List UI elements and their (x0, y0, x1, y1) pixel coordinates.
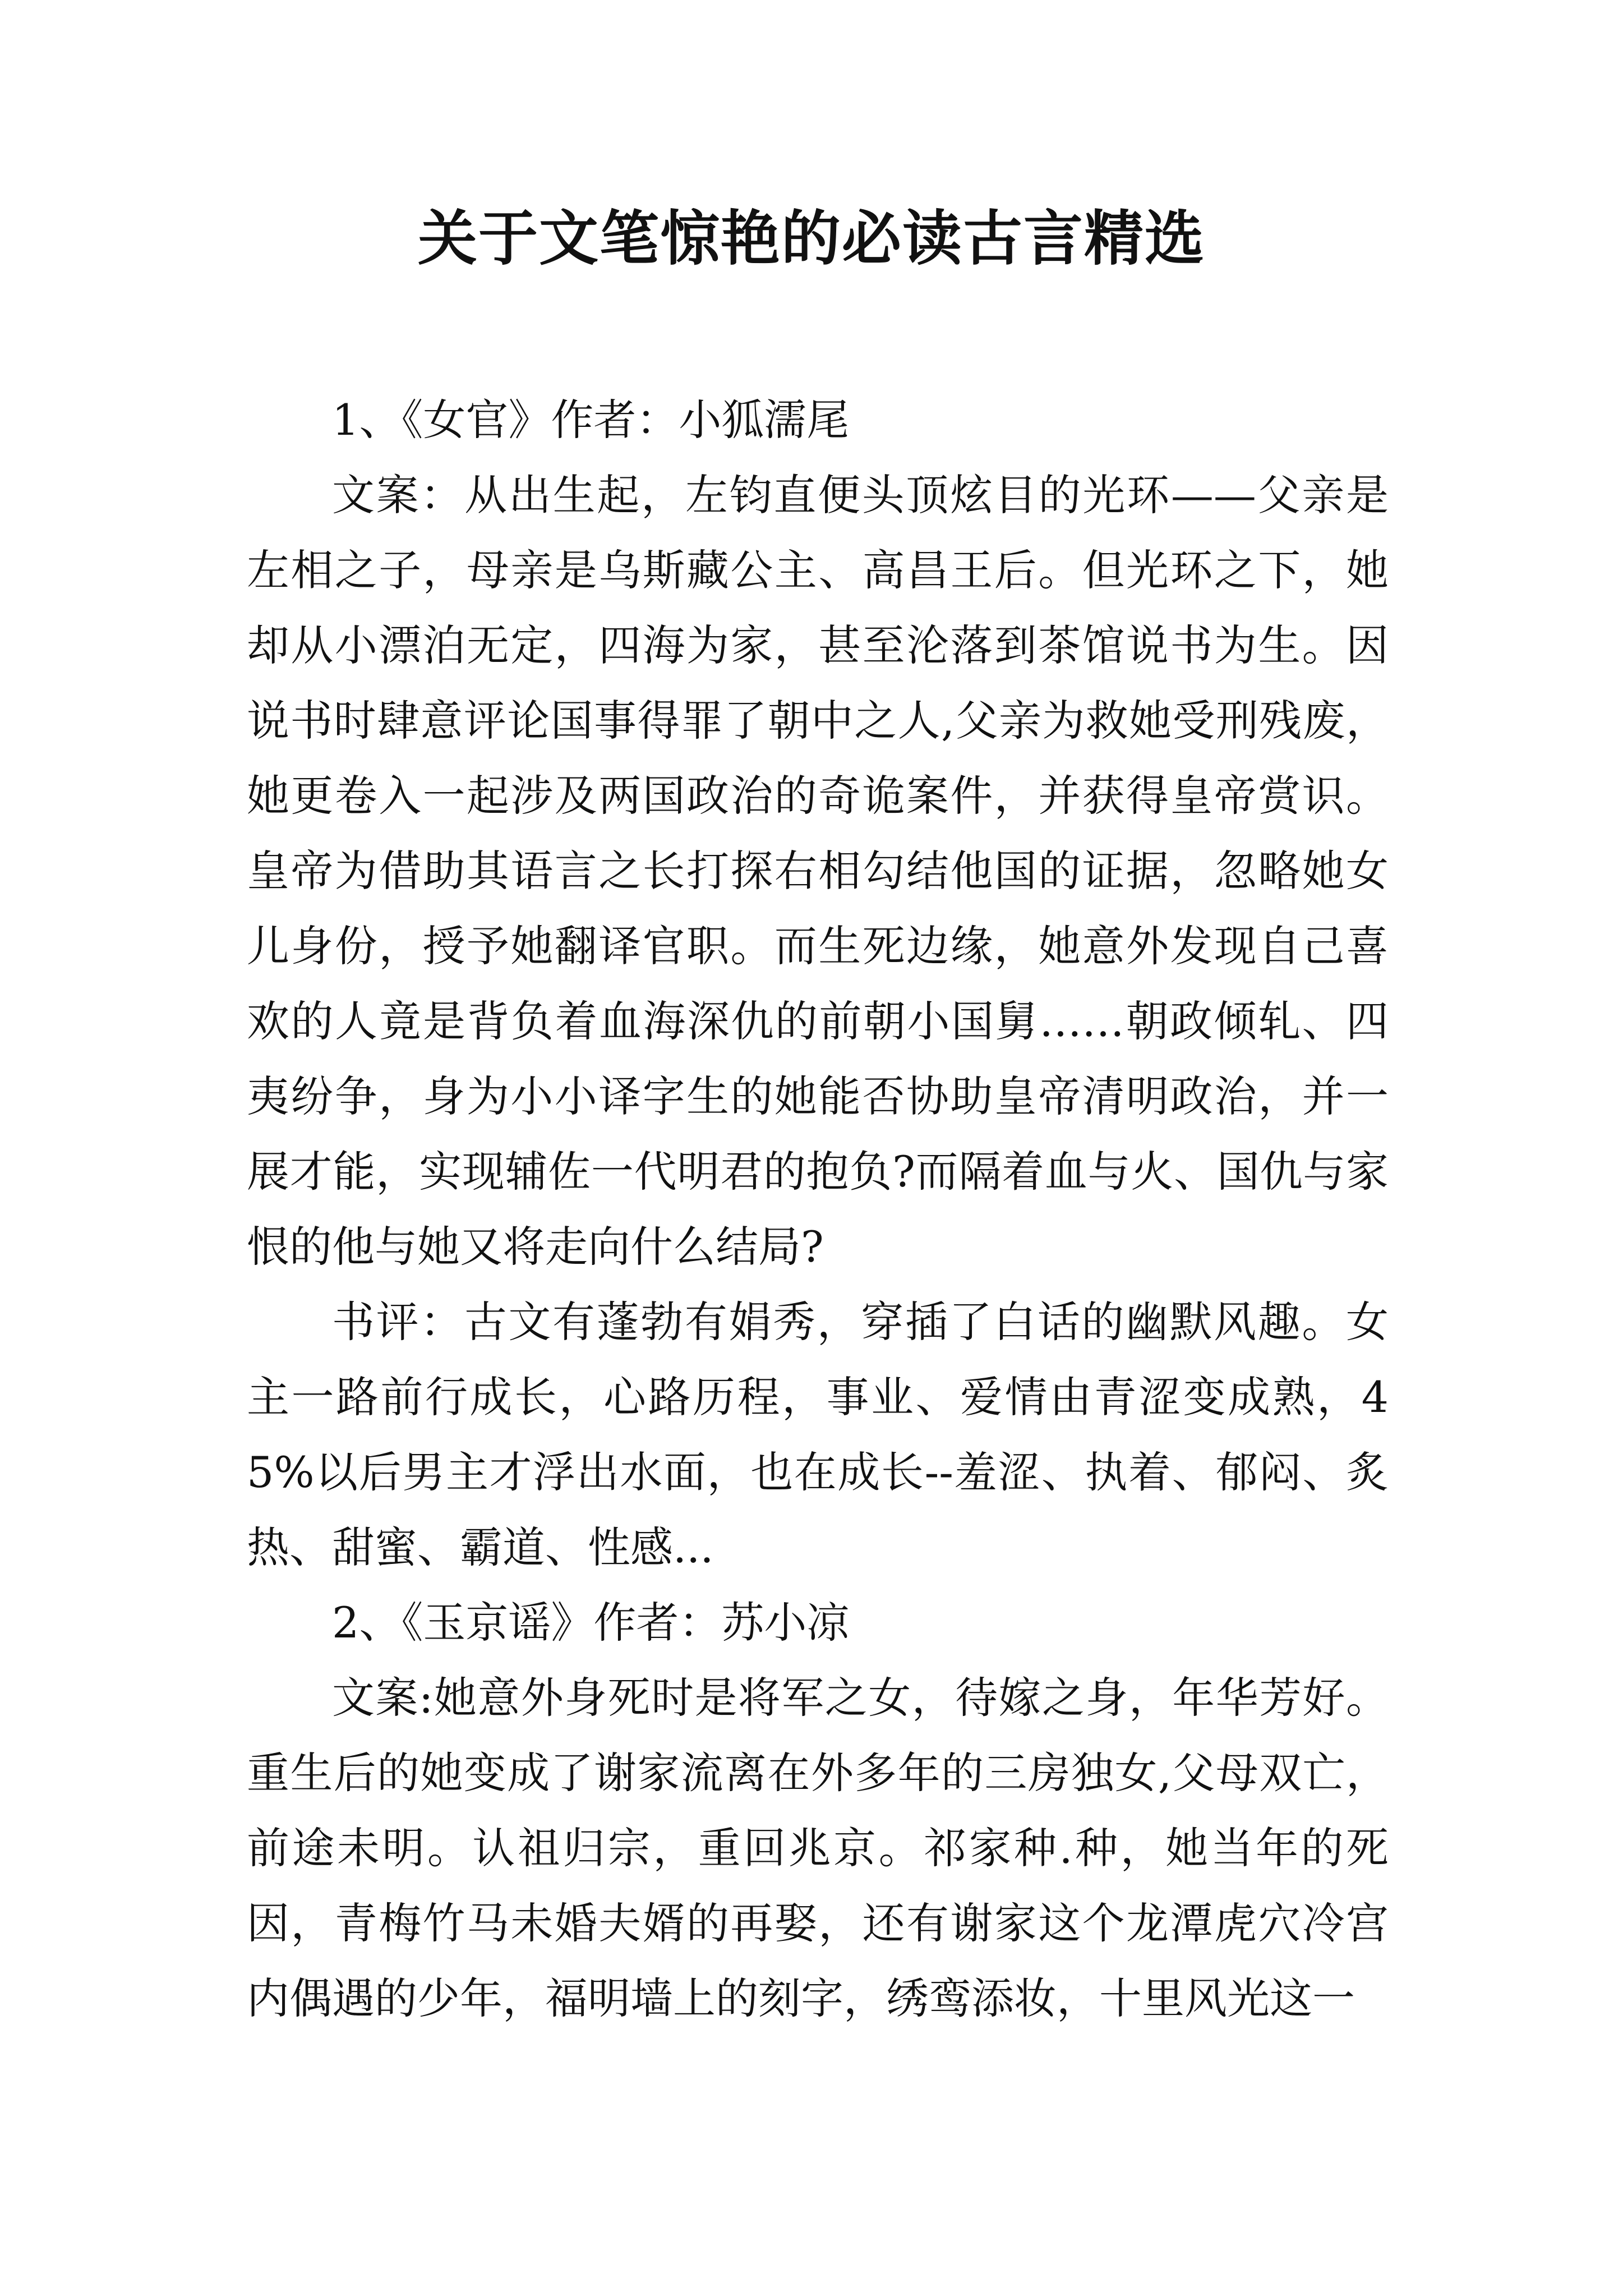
synopsis-paragraph-2: 文案:她意外身死时是将军之女，待嫁之身，年华芳好。重生后的她变成了谢家流离在外多年的三房独女,父母双亡，前途未明。认祖归宗，重回兆京。祁家种.种，她当年的死因，青梅竹马未婚夫婿的再娶，还有谢家这个龙潭虎穴冷宫内偶遇的少年，福明墙上的刻字，绣鸾添妆，十里风光这一 (247, 1673, 1389, 2023)
article-body (247, 383, 1389, 2036)
page-title: 关于文笔惊艳的必读古言精选 (418, 203, 1205, 273)
synopsis-paragraph-1: 文案：从出生起，左钧直便头顶炫目的光环——父亲是左相之子，母亲是乌斯藏公主、高昌王后。但光环之下，她却从小漂泊无定，四海为家，甚至沦落到茶馆说书为生。因说书时肆意评论国事得罪了朝中之人,父亲为救她受刑残废，她更卷入一起涉及两国政治的奇诡案件，并获得皇帝赏识。皇帝为借助其语言之长打探右相勾结他国的证据，忽略她女儿身份，授予她翻译官职。而生死边缘，她意外发现自己喜欢的人竟是背负着血海深仇的前朝小国舅……朝政倾轧、四夷纷争，身为小小译字生的她能否协助皇帝清明政治，并一展才能，实现辅佐一代明君的抱负?而隔着血与火、国仇与家恨的他与她又将走向什么结局? (247, 470, 1389, 1272)
book-heading-1: 1、《女官》作者：小狐濡尾 (332, 395, 850, 445)
review-paragraph-1: 书评：古文有蓬勃有娟秀，穿插了白话的幽默风趣。女主一路前行成长，心路历程，事业、爱情由青涩变成熟，45%以后男主才浮出水面，也在成长--羞涩、执着、郁闷、炙热、甜蜜、霸道、性感... (247, 1297, 1389, 1572)
book-heading-2: 2、《玉京谣》作者：苏小凉 (332, 1598, 850, 1648)
